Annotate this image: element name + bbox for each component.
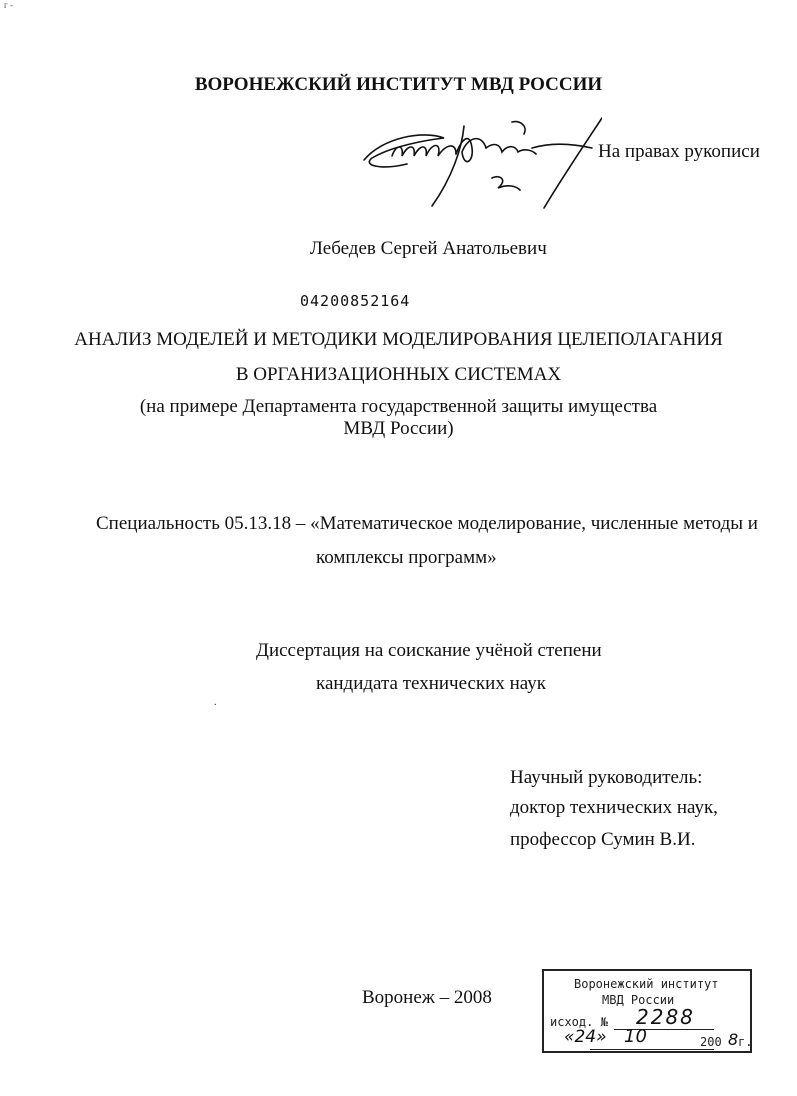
- supervisor-degree: доктор технических наук,: [510, 797, 718, 818]
- dissertation-line-2: кандидата технических наук: [316, 673, 546, 694]
- title-line-1: АНАЛИЗ МОДЕЛЕЙ И МЕТОДИКИ МОДЕЛИРОВАНИЯ ЦЕЛЕПОЛАГАНИЯ: [74, 329, 723, 350]
- stamp-date-underline: [590, 1049, 714, 1050]
- subtitle-line-1: (на примере Департамента государственной защиты имущества: [139, 396, 658, 417]
- handwritten-signature: [352, 108, 602, 218]
- specialty-line-1: Специальность 05.13.18 – «Математическое моделирование, численные методы и: [96, 513, 758, 534]
- supervisor-label: Научный руководитель:: [510, 767, 703, 788]
- institute-name: ВОРОНЕЖСКИЙ ИНСТИТУТ МВД РОССИИ: [194, 74, 603, 95]
- specialty-line-2: комплексы программ»: [316, 547, 497, 568]
- stamp-outgoing-number: 2288: [636, 1005, 695, 1029]
- dissertation-line-1: Диссертация на соискание учёной степени: [256, 640, 602, 661]
- document-number: 04200852164: [300, 292, 411, 310]
- registration-stamp: [542, 969, 752, 1053]
- subtitle-line-2: МВД России): [343, 418, 454, 439]
- stamp-outgoing-label: исход. №: [550, 1015, 608, 1029]
- stray-dot: .: [214, 697, 217, 708]
- author-name: Лебедев Сергей Анатольевич: [310, 238, 547, 259]
- stamp-month: 10: [624, 1026, 647, 1047]
- corner-mark: г -: [4, 0, 13, 10]
- stamp-ministry: МВД России: [602, 993, 675, 1007]
- stamp-year-prefix: 200: [700, 1035, 722, 1049]
- stamp-day: «24»: [564, 1027, 607, 1047]
- rights-note: На правах рукописи: [598, 141, 760, 162]
- city-year: Воронеж – 2008: [362, 987, 492, 1008]
- stamp-year-digit: 8: [728, 1030, 739, 1049]
- supervisor-name: профессор Сумин В.И.: [510, 829, 696, 850]
- stamp-institute: Воронежский институт: [574, 977, 719, 991]
- stamp-year-suffix: г.: [738, 1035, 753, 1049]
- title-line-2: В ОРГАНИЗАЦИОННЫХ СИСТЕМАХ: [235, 364, 562, 385]
